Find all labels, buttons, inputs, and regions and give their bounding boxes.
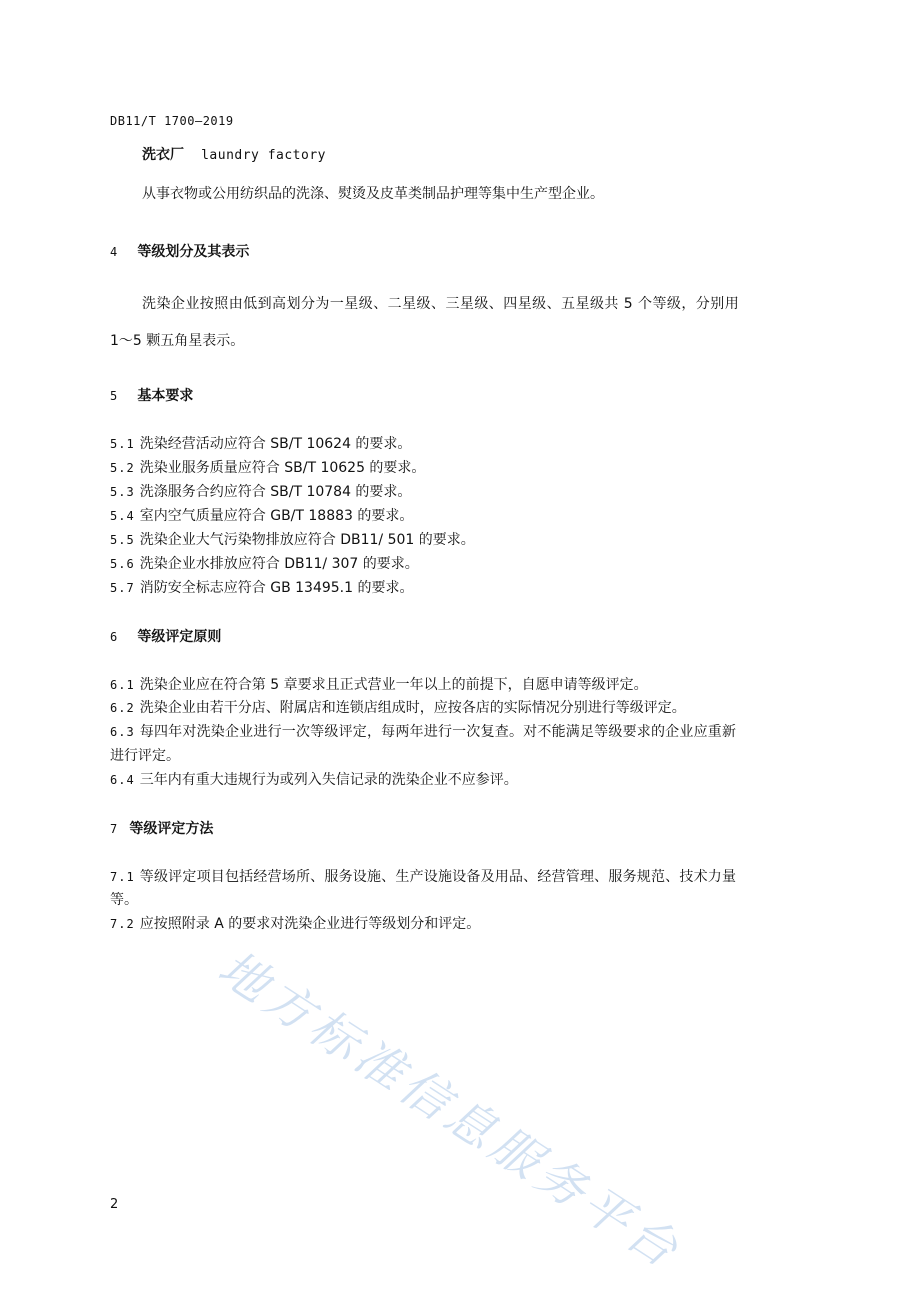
term-entry [142, 144, 326, 164]
clause-text: 洗染企业应在符合第 5 章要求且正式营业一年以上的前提下，自愿申请等级评定。 [139, 677, 648, 693]
clause-6-3 [110, 721, 736, 741]
clause-7-1 [110, 866, 736, 886]
section-title: 等级评定方法 [129, 821, 214, 837]
section-number: 4 [110, 245, 119, 259]
clause-number: 7.1 [110, 870, 135, 884]
clause-text: 三年内有重大违规行为或列入失信记录的洗染企业不应参评。 [139, 772, 518, 788]
clause-text: 洗染企业大气污染物排放应符合 DB11/ 501 的要求。 [139, 532, 475, 548]
clause-number: 5.4 [110, 509, 135, 523]
clause-5-6 [110, 553, 419, 573]
section-6-heading [110, 626, 221, 646]
clause-number: 7.2 [110, 917, 135, 931]
section-7-heading [110, 818, 213, 838]
clause-6-3-continuation: 进行评定。 [110, 748, 180, 764]
clause-text: 洗染企业水排放应符合 DB11/ 307 的要求。 [139, 556, 419, 572]
clause-number: 6.4 [110, 773, 135, 787]
term-definition: 从事衣物或公用纺织品的洗涤、熨烫及皮革类制品护理等集中生产型企业。 [142, 186, 604, 202]
clause-text: 洗染经营活动应符合 SB/T 10624 的要求。 [139, 436, 412, 452]
document-code: DB11/T 1700—2019 [110, 114, 234, 128]
clause-number: 5.6 [110, 557, 135, 571]
section-5-heading [110, 385, 193, 405]
term-english: laundry factory [201, 148, 326, 163]
clause-number: 6.3 [110, 725, 135, 739]
section-4-paragraph-line2: 1～5 颗五角星表示。 [110, 333, 245, 349]
clause-7-1-continuation: 等。 [110, 892, 138, 908]
clause-6-1 [110, 674, 648, 694]
section-number: 7 [110, 822, 119, 836]
clause-number: 5.2 [110, 461, 135, 475]
clause-5-1 [110, 433, 411, 453]
section-number: 6 [110, 630, 119, 644]
clause-text: 应按照附录 A 的要求对洗染企业进行等级划分和评定。 [139, 916, 481, 932]
clause-5-2 [110, 457, 425, 477]
clause-text: 洗涤服务合约应符合 SB/T 10784 的要求。 [139, 484, 412, 500]
clause-text: 每四年对洗染企业进行一次等级评定，每两年进行一次复查。对不能满足等级要求的企业应重新 [139, 724, 737, 740]
clause-text: 室内空气质量应符合 GB/T 18883 的要求。 [139, 508, 414, 524]
clause-5-5 [110, 529, 475, 549]
clause-text: 洗染业服务质量应符合 SB/T 10625 的要求。 [139, 460, 426, 476]
clause-5-7 [110, 577, 413, 597]
clause-6-4 [110, 769, 518, 789]
section-number: 5 [110, 389, 119, 403]
clause-7-2 [110, 913, 480, 933]
section-4-heading [110, 241, 249, 261]
clause-text: 洗染企业由若干分店、附属店和连锁店组成时，应按各店的实际情况分别进行等级评定。 [139, 700, 686, 716]
section-title: 基本要求 [137, 388, 194, 404]
clause-number: 5.5 [110, 533, 135, 547]
term-chinese: 洗衣厂 [142, 147, 184, 163]
clause-5-3 [110, 481, 411, 501]
clause-number: 6.2 [110, 701, 135, 715]
section-title: 等级评定原则 [137, 629, 222, 645]
clause-5-4 [110, 505, 413, 525]
watermark-text: 地方标准信息服务平台 [208, 939, 692, 1281]
section-4-paragraph-line1: 洗染企业按照由低到高划分为一星级、二星级、三星级、四星级、五星级共 5 个等级，分别用 [142, 296, 740, 312]
clause-text: 等级评定项目包括经营场所、服务设施、生产设施设备及用品、经营管理、服务规范、技术力量 [139, 869, 737, 885]
clause-number: 5.3 [110, 485, 135, 499]
clause-text: 消防安全标志应符合 GB 13495.1 的要求。 [139, 580, 414, 596]
clause-number: 6.1 [110, 678, 135, 692]
section-title: 等级划分及其表示 [137, 244, 250, 260]
clause-6-2 [110, 697, 686, 717]
clause-number: 5.7 [110, 581, 135, 595]
page-number: 2 [110, 1197, 119, 1212]
clause-number: 5.1 [110, 437, 135, 451]
